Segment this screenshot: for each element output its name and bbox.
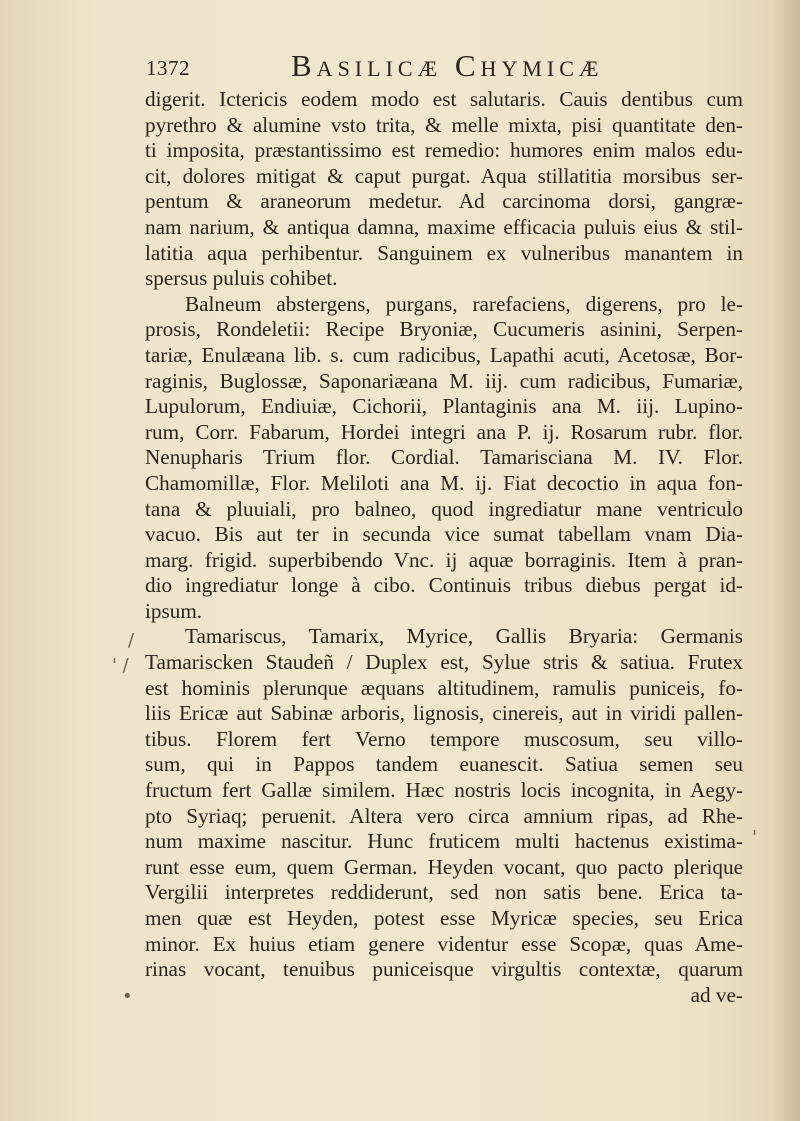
page-header (146, 48, 746, 88)
text-line: pentum & araneorum medetur. Ad carcinoma dorsi, gangræ- (145, 189, 743, 214)
text-line: ipsum. (145, 598, 203, 623)
text-line: raginis, Buglossæ, Saponariæana M. iij. cum radicibus, Fumariæ, (145, 368, 743, 393)
text-line: rum, Corr. Fabarum, Hordei integri ana P. ij. Rosarum rubr. flor. (145, 419, 743, 444)
text-line: spersus puluis cohibet. (145, 266, 338, 291)
margin-mark: / (128, 630, 135, 651)
text-line: rinas vocant, tenuibus puniceisque virgultis contextæ, quarum (145, 957, 743, 982)
text-line: digerit. Ictericis eodem modo est salutaris. Cauis dentibus cum (145, 87, 743, 111)
text-line: fructum fert Gallæ similem. Hæc nostris locis incognita, in Aegy- (145, 778, 743, 803)
margin-mark: • (122, 986, 133, 1007)
text-line: pto Syriaq; peruenit. Altera vero circa amnium ripas, ad Rhe- (145, 803, 743, 828)
text-line: Lupulorum, Endiuiæ, Cichorii, Plantaginis ana M. iij. Lupino- (145, 394, 743, 419)
text-line: cit, dolores mitigat & caput purgat. Aqua stillatitia morsibus ser- (145, 163, 743, 188)
text-line: tariæ, Enulæana lib. s. cum radicibus, Lapathi acuti, Acetosæ, Bor- (145, 342, 743, 367)
text-line: minor. Ex huius etiam genere videntur esse Scopæ, quas Ame- (145, 931, 743, 956)
text-line: tibus. Florem fert Verno tempore muscosum, seu villo- (145, 726, 743, 751)
text-line: liis Ericæ aut Sabinæ arboris, lignosis, cinereis, aut in viridi pallen- (145, 701, 743, 726)
text-line: Tamariscken Staudeñ / Duplex est, Sylue stris & satiua. Frutex (145, 650, 743, 675)
body-text (145, 87, 743, 1008)
text-line: Vergilii interpretes reddiderunt, sed non satis bene. Erica ta- (145, 880, 743, 905)
text-line: Nenupharis Trium flor. Cordial. Tamarisciana M. IV. Flor. (145, 445, 743, 470)
text-line: prosis, Rondeletii: Recipe Bryoniæ, Cucumeris asinini, Serpen- (145, 317, 743, 342)
catchword: ad ve- (690, 982, 743, 1007)
text-line: marg. frigid. superbibendo Vnc. ij aquæ borraginis. Item à pran- (145, 547, 743, 572)
text-line: vacuo. Bis aut ter in secunda vice sumat tabellam vnam Dia- (145, 522, 743, 547)
text-line: Balneum abstergens, purgans, rarefaciens, digerens, pro le- (185, 291, 743, 316)
text-line: sum, qui in Pappos tandem euanescit. Satiua semen seu (145, 752, 743, 777)
text-line: pyrethro & alumine vsto trita, & melle mixta, pisi quantitate den- (145, 112, 743, 137)
page-edge-shadow (774, 0, 800, 1121)
text-line: men quæ est Heyden, potest esse Myricæ species, seu Erica (145, 906, 743, 930)
running-title: Basilicæ Chymicæ (291, 48, 604, 83)
text-line: Tamariscus, Tamarix, Myrice, Gallis Bryaria: Germanis (185, 624, 743, 649)
page-number: 1372 (146, 56, 190, 80)
text-line: dio ingrediatur longe à cibo. Continuis tribus diebus pergat id- (145, 573, 743, 598)
text-line: latitia aqua perhibentur. Sanguinem ex vulneribus manantem in (145, 240, 743, 265)
margin-mark: ' (752, 827, 757, 848)
text-line: nam narium, & antiqua damna, maxime efficacia puluis eius & stil- (145, 214, 743, 239)
text-line: tana & pluuiali, pro balneo, quod ingrediatur mane ventriculo (145, 496, 743, 521)
margin-mark: ' / (112, 655, 129, 676)
text-line: runt esse eum, quem German. Heyden vocant, quo pacto plerique (145, 854, 743, 879)
text-line: num maxime nascitur. Hunc fruticem multi hactenus existima- (145, 829, 743, 854)
text-line: Chamomillæ, Flor. Meliloti ana M. ij. Fiat decoctio in aqua fon- (145, 470, 743, 495)
text-line: est hominis plerunque æquans altitudinem, ramulis puniceis, fo- (145, 675, 743, 700)
text-line: ti imposita, præstantissimo est remedio: humores enim malos edu- (145, 138, 743, 163)
